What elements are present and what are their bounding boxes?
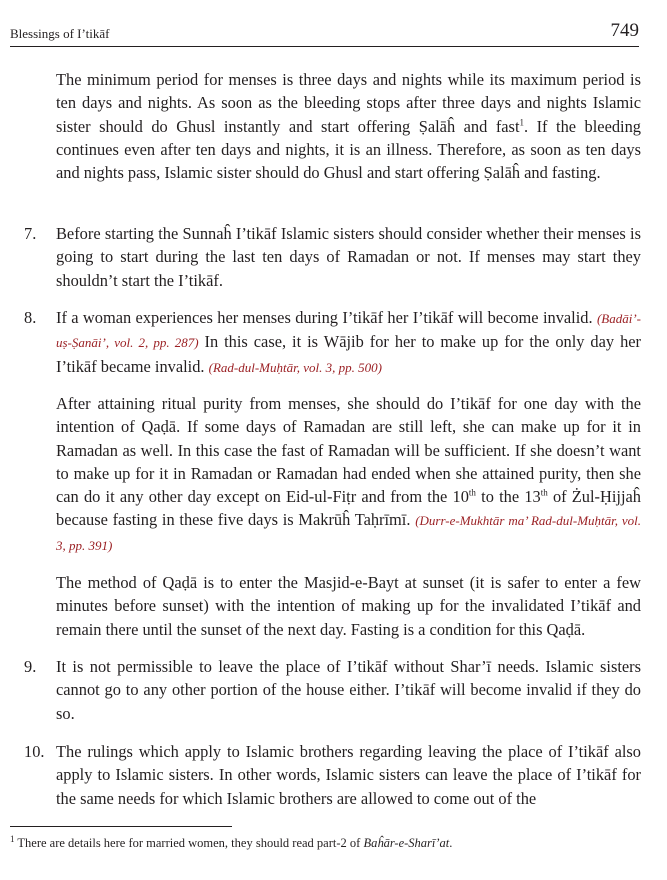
item-text: It is not permissible to leave the place of I’tikāf without Shar’ī needs. Islamic sisters cannot go to any other portion of the house either. I’tikāf will become invalid if they do so. (56, 657, 641, 723)
item-text: Before starting the Sunnaĥ I’tikāf Islamic sisters should consider whether their menses is going to start during the last ten days of Ramadan or not. If menses may start they shouldn’t start the I’tikāf. (56, 224, 641, 290)
text-span: . If the bleeding continues even after ten days and nights, it is an illness. Therefore, as soon as ten days and nights pass, Islamic sister should do Ghusl and start offering Ṣalāĥ and fasting. (56, 116, 641, 183)
footnote-number: 1 (10, 833, 15, 844)
item-number: 8. (24, 308, 37, 327)
superscript: th (468, 487, 476, 498)
running-header (10, 20, 639, 47)
reference-citation: (Rad-dul-Muḥtār, vol. 3, pp. 500) (208, 359, 382, 375)
list-item-7 (24, 222, 641, 292)
paragraph-qada-intention (56, 392, 641, 557)
list-item-8 (24, 306, 641, 379)
reference-citation: (Durr-e-Mukhtār ma’ Rad-dul-Muḥtār, vol. 3, pp. 391) (56, 513, 642, 553)
superscript: th (540, 487, 548, 498)
text-span: If a woman experiences her menses during I’tikāf her I’tikāf will become invalid. (56, 308, 597, 327)
paragraph-menses-period (56, 68, 641, 184)
footnote-marker: 1 (519, 117, 524, 128)
text-span: In this case, it is Wājib for her to make up for the only day her I’tikāf became invalid. (56, 332, 641, 376)
footnote (10, 833, 453, 851)
text-span: . (449, 836, 453, 850)
text-span: of Żul-Ḥijjaĥ because fasting in these five days is Makrūĥ Taḥrīmī. (56, 487, 641, 530)
text-span: The minimum period for menses is three days and nights while its maximum period is ten days and nights. As soon as the bleeding stops after three days and nights Islamic sister should do Ghusl instantly and start offering Ṣalāĥ and fast (56, 70, 641, 136)
reference-citation: (Badāi’-uṣ-Ṣanāi’, vol. 2, pp. 287) (56, 311, 641, 351)
list-item-10 (24, 740, 641, 810)
item-text: The rulings which apply to Islamic brothers regarding leaving the place of I’tikāf also apply to Islamic sisters. In other words, Islamic sisters can leave the place of I’tikāf for the same needs for which Islamic brothers are allowed to come out of the (56, 742, 641, 808)
item-text (56, 306, 641, 379)
text-span: There are details here for married women, they should read part-2 of (14, 836, 364, 850)
paragraph-qada-method: The method of Qaḍā is to enter the Masjid-e-Bayt at sunset (it is safer to enter a few minutes before sunset) with the intention of making up for the invalidated I’tikāf and remain there until the sunset of the next day. Fasting is a condition for this Qaḍā. (56, 573, 641, 639)
text-span: After attaining ritual purity from menses, she should do I’tikāf for one day with the intention of Qaḍā. If some days of Ramadan are still left, she can make up for it in Ramadan as well. In this case the fast of Ramadan will be sufficient. If she doesn’t want to make up for it in Ramadan or Ramadan had ended when she attained purity, then she can do it any other day except on Eid-ul-Fiṭr and from the 10 (56, 394, 641, 507)
book-title: Baĥār-e-Sharī’at (363, 836, 450, 850)
item-number: 9. (24, 657, 37, 676)
page-number: 749 (610, 20, 639, 41)
header-title: Blessings of I’tikāf (10, 26, 110, 41)
item-number: 10. (24, 742, 45, 761)
footnote-divider (10, 826, 232, 827)
text-span: to the 13 (475, 487, 541, 507)
list-item-9 (24, 655, 641, 725)
item-number: 7. (24, 224, 37, 243)
